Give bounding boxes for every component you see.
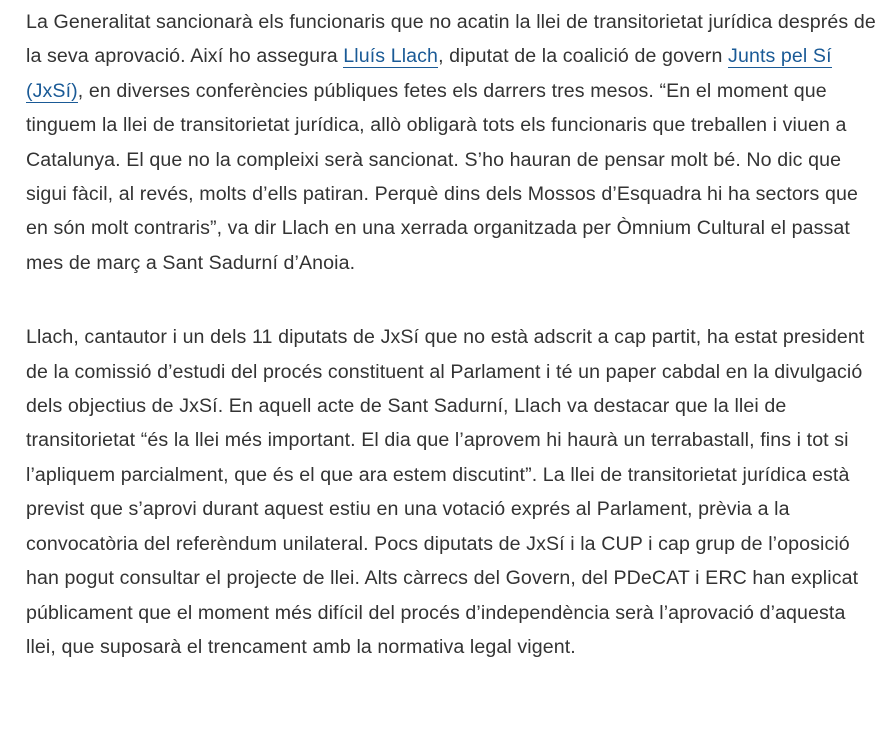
paragraph-1 — [26, 5, 876, 280]
link-junts-pel-si[interactable]: Junts pel Sí (JxSí) — [26, 45, 832, 102]
link-lluis-llach[interactable]: Lluís Llach — [343, 45, 439, 68]
paragraph-1-text-a: La Generalitat sancionarà els funcionaris que no acatin la llei de transitorietat jurídica després de la seva aprovació. Així ho assegura — [26, 11, 876, 68]
paragraph-1-text-c: , en diverses conferències públiques fetes els darrers tres mesos. “En el moment que tinguem la llei de transitorietat jurídica, allò obligarà tots els funcionaris que treballen i viuen a Catalunya. El que no la compleixi serà sancionat. S’ho hauran de pensar molt bé. No dic que sigui fàcil, al revés, molts d’ells patiran. Perquè dins dels Mossos d’Esquadra hi ha sectors que en són molt contraris”, va dir Llach en una xerrada organitzada per Òmnium Cultural el passat mes de març a Sant Sadurní d’Anoia. — [26, 79, 858, 274]
paragraph-2: Llach, cantautor i un dels 11 diputats de JxSí que no està adscrit a cap partit, ha estat president de la comissió d’estudi del procés constituent al Parlament i té un paper cabdal en la divulgació dels objectius de JxSí. En aquell acte de Sant Sadurní, Llach va destacar que la llei de transitorietat “és la llei més important. El dia que l’aprovem hi haurà un terrabastall, fins i tot si l’apliquem parcialment, que és el que ara estem discutint”. La llei de transitorietat jurídica està previst que s’aprovi durant aquest estiu en una votació exprés al Parlament, prèvia a la convocatòria del referèndum unilateral. Pocs diputats de JxSí i la CUP i cap grup de l’oposició han pogut consultar el projecte de llei. Alts càrrecs del Govern, del PDeCAT i ERC han explicat públicament que el moment més difícil del procés d’independència serà l’aprovació d’aquesta llei, que suposarà el trencament amb la normativa legal vigent. — [26, 326, 865, 658]
article-body — [26, 5, 876, 664]
paragraph-1-text-b: , diputat de la coalició de govern — [438, 45, 729, 68]
